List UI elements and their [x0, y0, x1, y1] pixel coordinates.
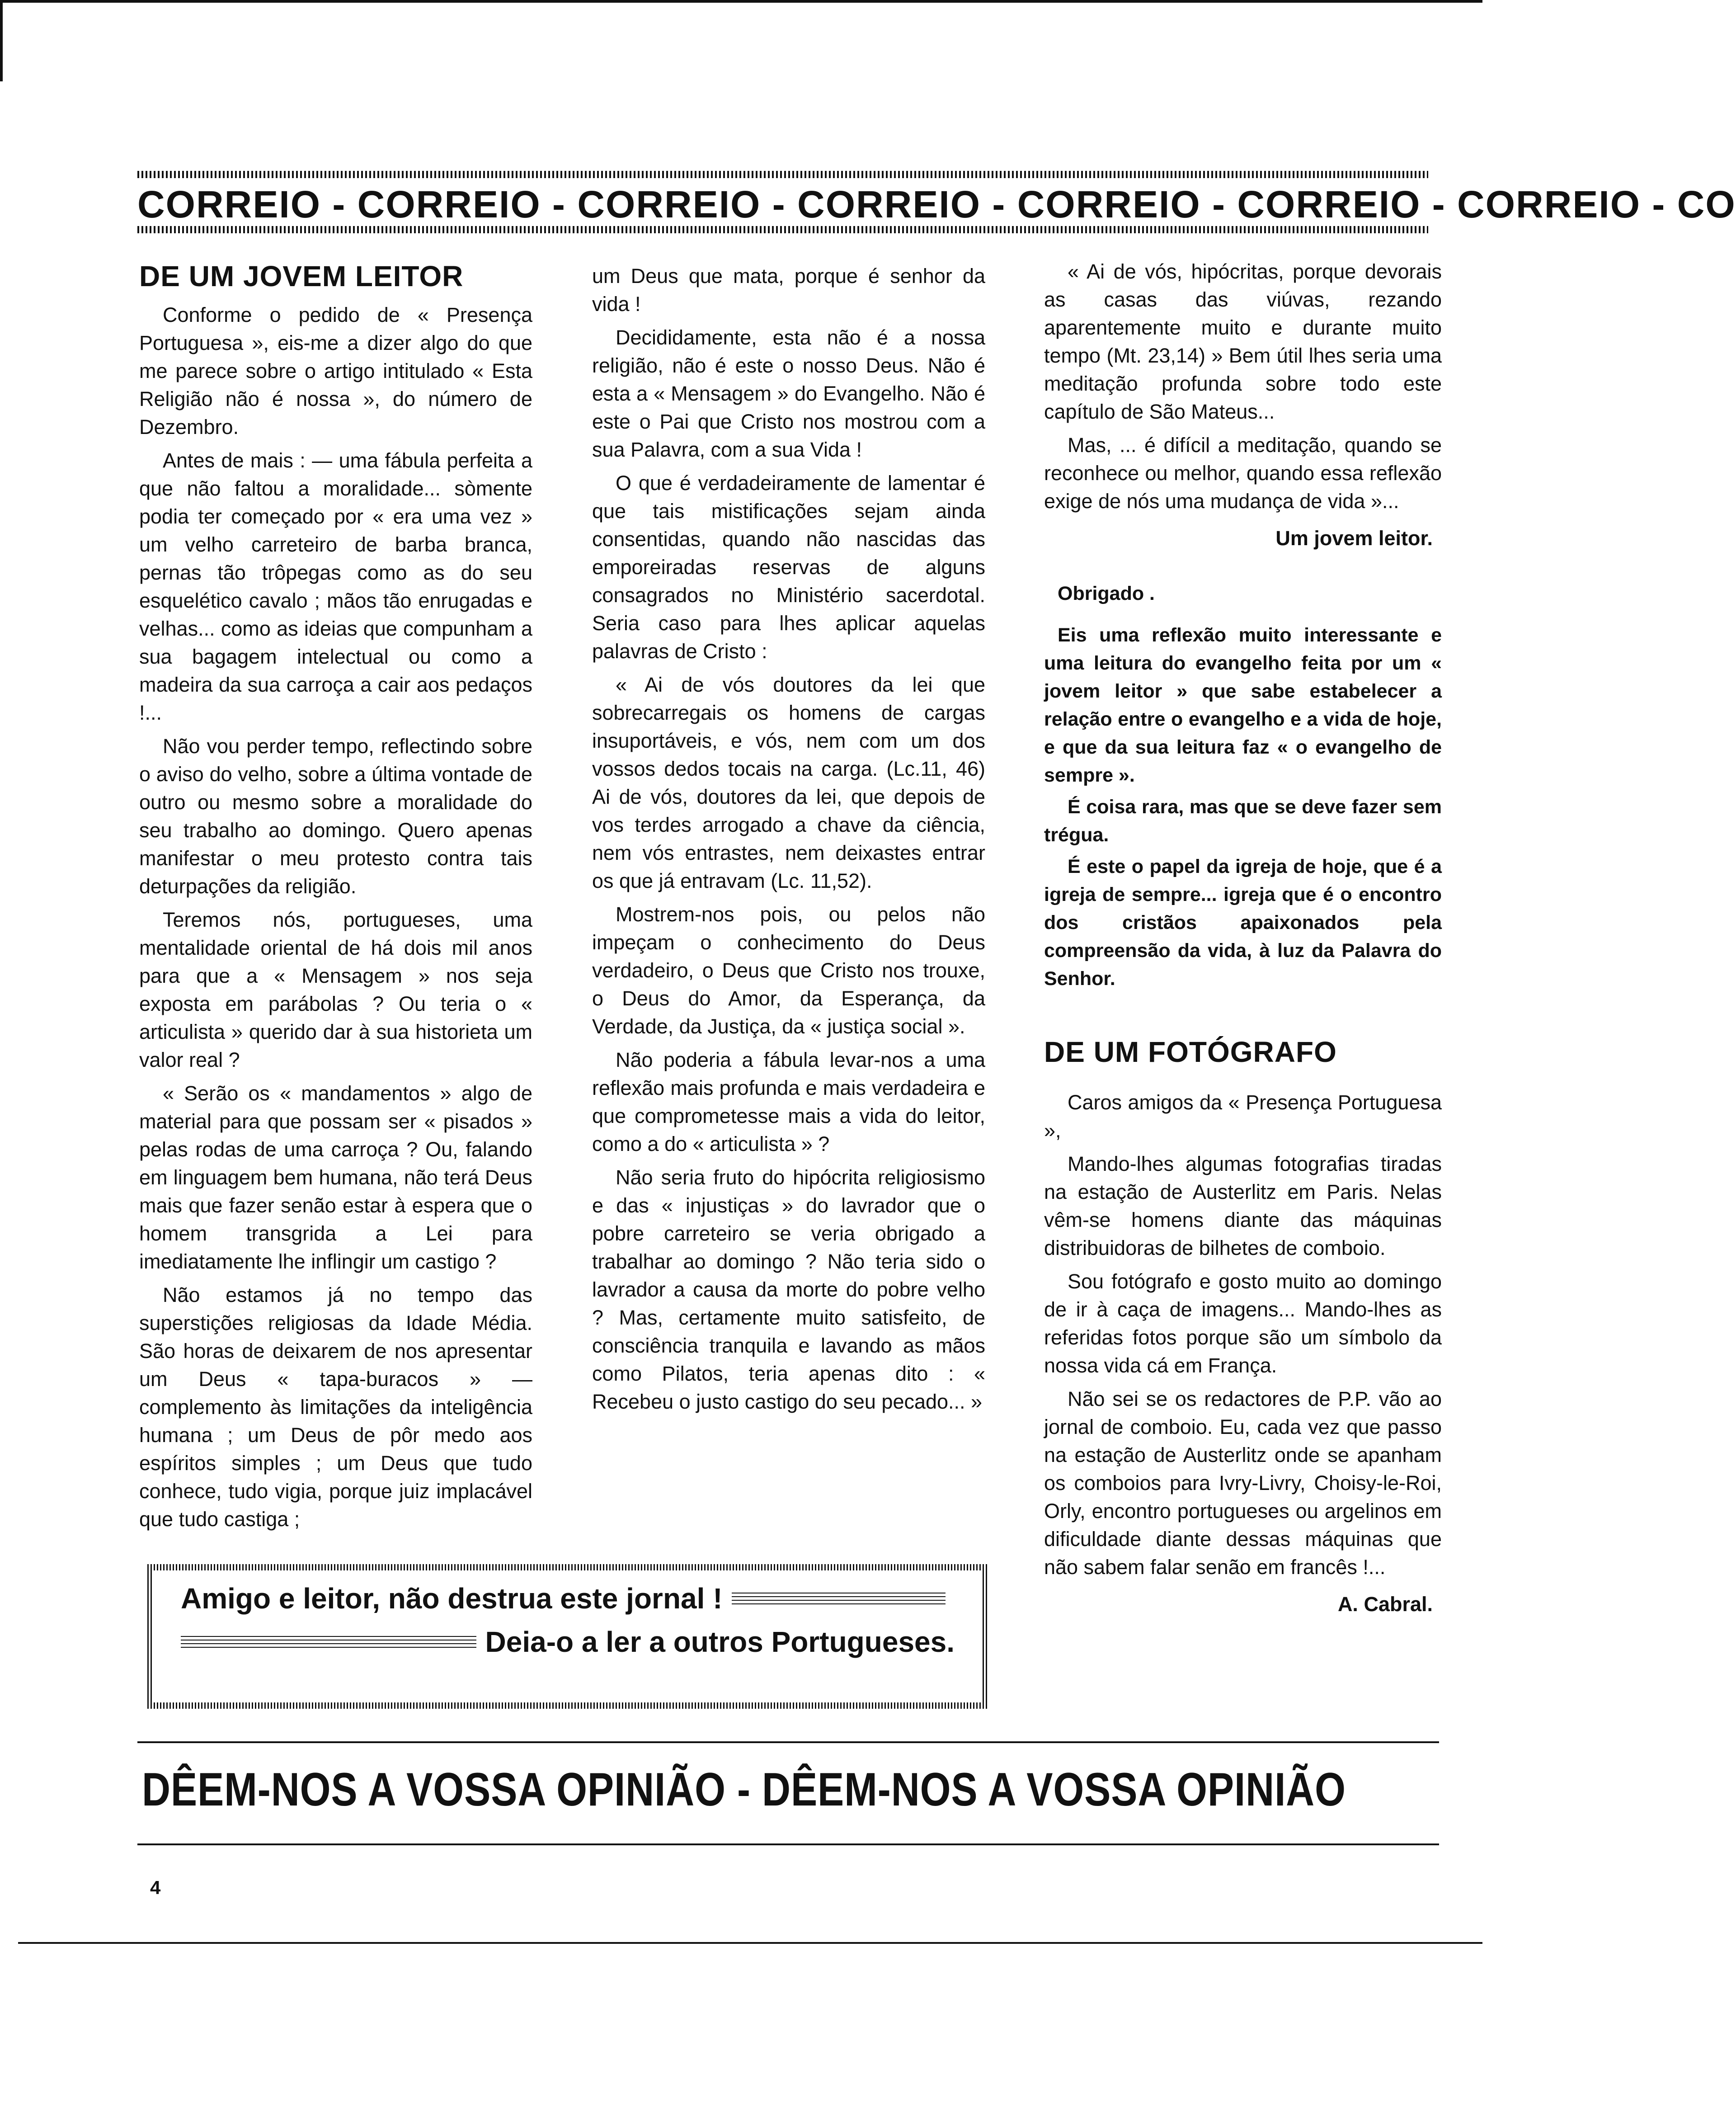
paragraph: « Ai de vós, hipócritas, porque devorais as casas das viúvas, rezando aparentemente muito e durante muito tempo (Mt. 23,14) » Bem útil lhes seria uma meditação profunda sobre todo este capítulo de São Mateus...	[1044, 260, 1442, 423]
paragraph: Antes de mais : — uma fábula perfeita a que não faltou a moralidade... sòmente podia ter começado por « era uma vez » um velho carreteiro de barba branca, pernas tão trôpegas como as do seu esquelético cavalo ; mãos tão enrugadas e velhas... como as ideias que compunham a sua bagagem intelectual ou como a madeira da sua carroça a cair aos pedaços !...	[139, 449, 532, 724]
note-paragraph: É este o papel da igreja de hoje, que é a igreja de sempre... igreja que é o encontro dos cristãos apaixonados pela compreensão da vida, à luz da Palavra do Senhor.	[1044, 856, 1442, 990]
paragraph: Teremos nós, portugueses, uma mentalidade oriental de há dois mil anos para que a « Mensagem » nos seja exposta em parábolas ? Ou teria o « articulista » querido dar à sua historieta um valor real ?	[139, 908, 532, 1071]
paragraph: Não vou perder tempo, reflectindo sobre o aviso do velho, sobre a última vontade de outro ou mesmo sobre a moralidade do seu trabalho ao domingo. Quero apenas manifestar o meu protesto contra tais deturpações da religião.	[139, 735, 532, 898]
paragraph: Não poderia a fábula levar-nos a uma reflexão mais profunda e mais verdadeira e que comprometesse mais a vida do leitor, como a do « articulista » ?	[592, 1048, 985, 1155]
paragraph: Mando-lhes algumas fotografias tiradas na estação de Austerlitz em Paris. Nelas vêm-se homens diante das máquinas distribuidoras de bilhetes de comboio.	[1044, 1152, 1442, 1259]
corner-rule-top	[0, 0, 1482, 3]
notice-text-2: Deia-o a ler a outros Portugueses.	[485, 1626, 955, 1658]
editor-note	[1044, 580, 1442, 993]
footer-rule-top	[137, 1741, 1439, 1743]
photographer-heading: DE UM FOTÓGRAFO	[1044, 1036, 1337, 1068]
paragraph: Sou fotógrafo e gosto muito ao domingo de ir à caça de imagens... Mando-lhes as referidas fotos porque são um símbolo da nossa vida cá em França.	[1044, 1270, 1442, 1377]
note-title: Obrigado .	[1058, 583, 1155, 604]
paragraph: Não estamos já no tempo das superstições religiosas da Idade Média. São horas de deixarem de nos apresentar um Deus « tapa-buracos » — complemento às limitações da inteligência humana ; um Deus de pôr medo aos espíritos simples ; um Deus que tudo conhece, tudo vigia, porque juiz implacável que tudo castiga ;	[139, 1283, 532, 1531]
letter-heading: DE UM JOVEM LEITOR	[139, 260, 464, 292]
note-paragraph: Eis uma reflexão muito interessante e uma leitura do evangelho feita por um « jovem leitor » que sabe estabelecer a relação entre o evangelho e a vida de hoje, e que da sua leitura faz « o evangelho de sempre ».	[1044, 624, 1442, 786]
notice-box	[147, 1564, 988, 1709]
paragraph: Não sei se os redactores de P.P. vão ao jornal de comboio. Eu, cada vez que passo na estação de Austerlitz onde se apanham os comboios para Ivry-Livry, Choisy-le-Roi, Orly, encontro portugueses ou argelinos em dificuldade diante dessas máquinas que não sabem falar senão em francês !...	[1044, 1387, 1442, 1579]
paragraph: Conforme o pedido de « Presença Portuguesa », eis-me a dizer algo do que me parece sobre o artigo intitulado « Esta Religião não é nossa », do número de Dezembro.	[139, 303, 532, 438]
paragraph: um Deus que mata, porque é senhor da vida !	[592, 264, 985, 316]
dash-fill	[732, 1593, 946, 1604]
note-paragraph: É coisa rara, mas que se deve fazer sem trégua.	[1044, 796, 1442, 846]
paragraph: « Serão os « mandamentos » algo de material para que possam ser « pisados » pelas rodas de uma carroça ? Ou, falando em linguagem bem humana, não terá Deus mais que fazer senão estar à espera que o homem transgrida a Lei para imediatamente lhe inflingir um castigo ?	[139, 1082, 532, 1273]
notice-text-1: Amigo e leitor, não destrua este jornal !	[181, 1582, 723, 1615]
paragraph: Não seria fruto do hipócrita religiosismo e das « injustiças » do lavrador que o pobre carreteiro se veria obrigado a trabalhar ao domingo ? Não teria sido o lavrador a causa da morte do pobre velho ? Mas, certamente muito satisfeito, de consciência tranquila e lavando as mãos como Pilatos, teria apenas dito : « Recebeu o justo castigo do seu pecado... »	[592, 1166, 985, 1413]
footer-banner: DÊEM-NOS A VOSSA OPINIÃO - DÊEM-NOS A VOSSA OPINIÃO	[142, 1763, 1346, 1816]
header-hatch-top	[137, 171, 1428, 178]
footer-rule-bottom	[137, 1843, 1439, 1845]
paragraph: Mas, ... é difícil a meditação, quando se reconhece ou melhor, quando essa reflexão exige de nós uma mudança de vida »...	[1044, 434, 1442, 513]
corner-rule-left	[0, 0, 3, 81]
paragraph: Mostrem-nos pois, ou pelos não impeçam o conhecimento do Deus verdadeiro, o Deus que Cristo nos trouxe, o Deus do Amor, da Esperança, da Verdade, da Justiça, da « justiça social ».	[592, 903, 985, 1038]
header-hatch-bottom	[137, 226, 1428, 233]
dash-fill	[181, 1636, 476, 1648]
column-2	[592, 262, 985, 1421]
column-1	[139, 262, 532, 1539]
signature-cabral: A. Cabral.	[1337, 1593, 1433, 1616]
paragraph: O que é verdadeiramente de lamentar é que tais mistificações sejam ainda consentidas, quando não nascidas das emporeiradas reservas de alguns consagrados no Ministério sacerdotal. Seria caso para lhes aplicar aquelas palavras de Cristo :	[592, 471, 985, 663]
column-3	[1044, 258, 1442, 1618]
crop-rule	[18, 1942, 1482, 1944]
signature-jovem-leitor: Um jovem leitor.	[1275, 527, 1433, 550]
paragraph: « Ai de vós doutores da lei que sobrecarregais os homens de cargas insuportáveis, e vós, nem com um dos vossos dedos tocais na carga. (Lc.11, 46) Ai de vós, doutores da lei, que depois de vos terdes arrogado a chave da ciência, nem vós entrastes, nem deixastes entrar os que já entravam (Lc. 11,52).	[592, 673, 985, 892]
page-number: 4	[150, 1877, 161, 1898]
paragraph: Caros amigos da « Presença Portuguesa »,	[1044, 1091, 1442, 1142]
header-banner: CORREIO - CORREIO - CORREIO - CORREIO - CORREIO - CORREIO - CORREIO - CO	[137, 183, 1736, 226]
notice-line-2	[181, 1620, 955, 1664]
paragraph: Decididamente, esta não é a nossa religião, não é este o nosso Deus. Não é esta a « Mensagem » do Evangelho. Não é este o Pai que Cristo nos mostrou com a sua Palavra, com a sua Vida !	[592, 326, 985, 461]
notice-line-1	[181, 1577, 955, 1620]
